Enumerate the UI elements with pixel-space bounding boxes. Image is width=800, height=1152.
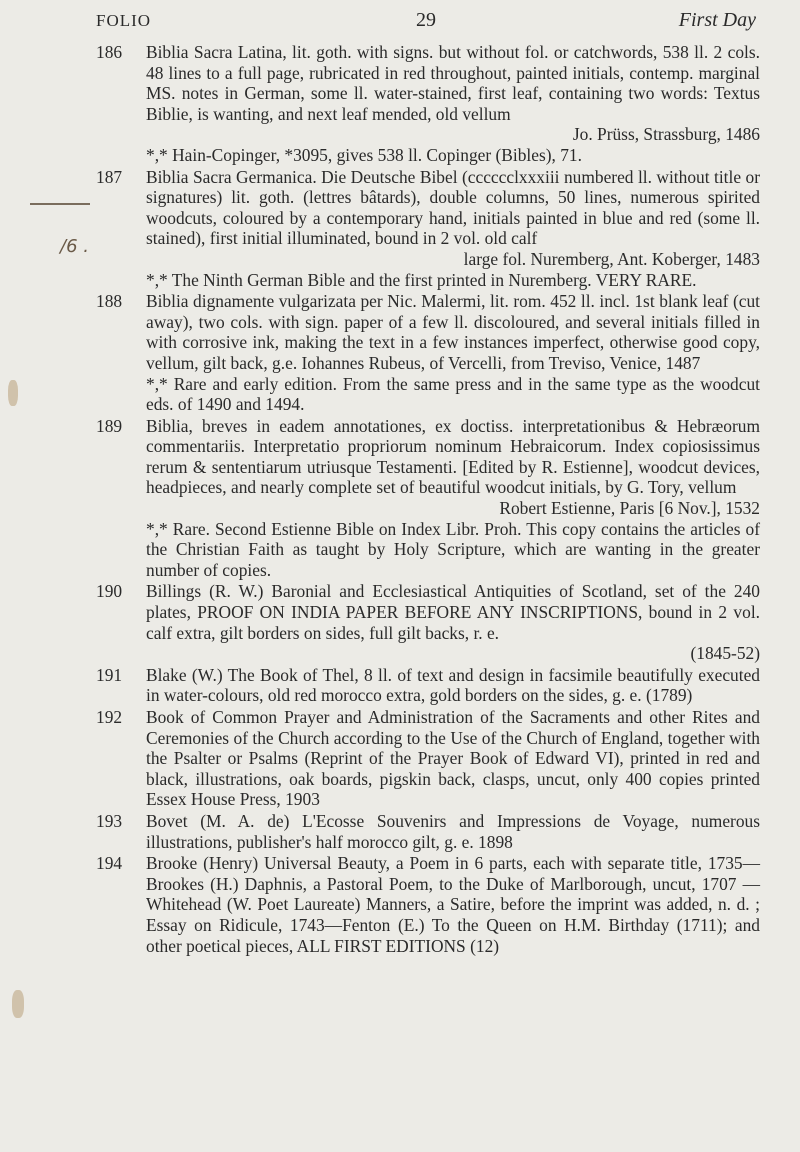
lot-note: *,* Rare. Second Estienne Bible on Index Libr. Proh. This copy contains the articles of the Christian Faith as taught by Holy Scripture, which are wanting in the greater number of copies.: [146, 518, 760, 580]
running-title: First Day: [678, 9, 756, 31]
page-number: 29: [416, 9, 436, 31]
lot-number: 189: [96, 415, 123, 436]
lot-number: 193: [96, 810, 123, 831]
lot-entry: [96, 42, 760, 166]
lot-imprint: (1845-52): [690, 643, 760, 664]
lot-description: Biblia Sacra Germanica. Die Deutsche Bibel (cccccclxxxiii numbered ll. without title or signatures) lit. goth. (lettres bâtards), double columns, 50 lines, numerous spirited woodcuts, coloured by a contemporary hand, initials painted in blue and red (some ll. stained), first initial illuminated, bound in 2 vol. old calf: [146, 166, 760, 249]
pencil-arrow-mark: [30, 203, 90, 205]
lot-entry: [96, 707, 760, 810]
lot-list: [96, 42, 760, 957]
lot-imprint: Robert Estienne, Paris [6 Nov.], 1532: [499, 498, 760, 519]
lot-number: 191: [96, 664, 123, 685]
lot-imprint: Jo. Prüss, Strassburg, 1486: [572, 124, 760, 145]
lot-note: *,* Rare and early edition. From the same press and in the same type as the woodcut eds. of 1490 and 1494.: [146, 373, 760, 415]
page-stain: [12, 990, 24, 1018]
lot-number: 194: [96, 853, 123, 874]
lot-entry: [96, 811, 760, 852]
lot-description: Biblia Sacra Latina, lit. goth. with signs. but without fol. or catchwords, 538 ll. 2 cols. 48 lines to a full page, rubricated in red throughout, painted initials, contemp. marginal MS. notes in German, some ll. water-stained, first leaf, containing two words: Textus Biblie, is wanting, and next leaf mended, old vellum: [146, 42, 760, 124]
lot-note: *,* The Ninth German Bible and the first printed in Nuremberg. VERY RARE.: [146, 269, 697, 290]
lot-description: Biblia, breves in eadem annotationes, ex doctiss. interpretationibus & Hebræorum commentariis. Interpretatio propriorum nominum Hebraicorum. Index copiosissimus rerum & sententiarum utriusque Testamenti. [Edited by R. Estienne], woodcut devices, headpieces, and nearly complete set of beautiful woodcut initials, by G. Tory, vellum: [146, 415, 760, 498]
lot-entry: [96, 416, 760, 581]
lot-description: Brooke (Henry) Universal Beauty, a Poem in 6 parts, each with separate title, 1735—Brookes (H.) Daphnis, a Pastoral Poem, to the Duke of Marlborough, uncut, 1707 — Whitehead (W. Poet Laureate) Manners, a Satire, before the imprint was added, n. d. ; Essay on Ridicule, 1743—Fenton (E.) To the Queen on H.M. Birthday (1711); and other poetical pieces, ALL FIRST EDITIONS (12): [146, 853, 760, 956]
lot-description: Blake (W.) The Book of Thel, 8 ll. of text and design in facsimile beautifully executed in water-colours, old red morocco extra, gold borders on the sides, g. e. (1789): [146, 664, 760, 706]
lot-entry: [96, 853, 760, 956]
page-header: [96, 9, 756, 35]
lot-number: 187: [96, 166, 123, 187]
lot-note: *,* Hain-Copinger, *3095, gives 538 ll. Copinger (Bibles), 71.: [146, 144, 582, 165]
page-stain: [8, 380, 18, 406]
lot-number: 190: [96, 581, 123, 602]
lot-description: Billings (R. W.) Baronial and Ecclesiastical Antiquities of Scotland, set of the 240 plates, PROOF ON INDIA PAPER BEFORE ANY INSCRIPTIONS, bound in 2 vol. calf extra, gilt borders on sides, full gilt backs, r. e.: [146, 581, 760, 643]
lot-entry: [96, 665, 760, 706]
lot-description: Biblia dignamente vulgarizata per Nic. Malermi, lit. rom. 452 ll. incl. 1st blank leaf (cut away), two cols. with sign. paper of a few ll. discoloured, and several initials filled in with corrosive ink, making the text in a few instances imperfect, otherwise good copy, vellum, gilt back, g.e. Iohannes Rubeus, of Vercelli, from Treviso, Venice, 1487: [146, 291, 760, 373]
lot-imprint: large fol. Nuremberg, Ant. Koberger, 1483: [463, 248, 760, 269]
lot-number: 188: [96, 291, 123, 312]
pencil-price-mark: /6 .: [60, 236, 89, 257]
lot-number: 192: [96, 707, 123, 727]
lot-entry: [96, 291, 760, 415]
format-label: FOLIO: [96, 11, 152, 30]
lot-entry: [96, 581, 760, 663]
lot-description: Bovet (M. A. de) L'Ecosse Souvenirs and Impressions de Voyage, numerous illustrations, publisher's half morocco gilt, g. e. 1898: [146, 810, 760, 852]
lot-entry: [96, 167, 760, 291]
lot-description: Book of Common Prayer and Administration of the Sacraments and other Rites and Ceremonies of the Church according to the Use of the Church of England, together with the Psalter or Psalms (Reprint of the Prayer Book of Edward VI), printed in red and black, illustrations, oak boards, pigskin back, clasps, uncut, only 400 copies printed Essex House Press, 1903: [146, 707, 760, 810]
lot-number: 186: [96, 42, 123, 62]
